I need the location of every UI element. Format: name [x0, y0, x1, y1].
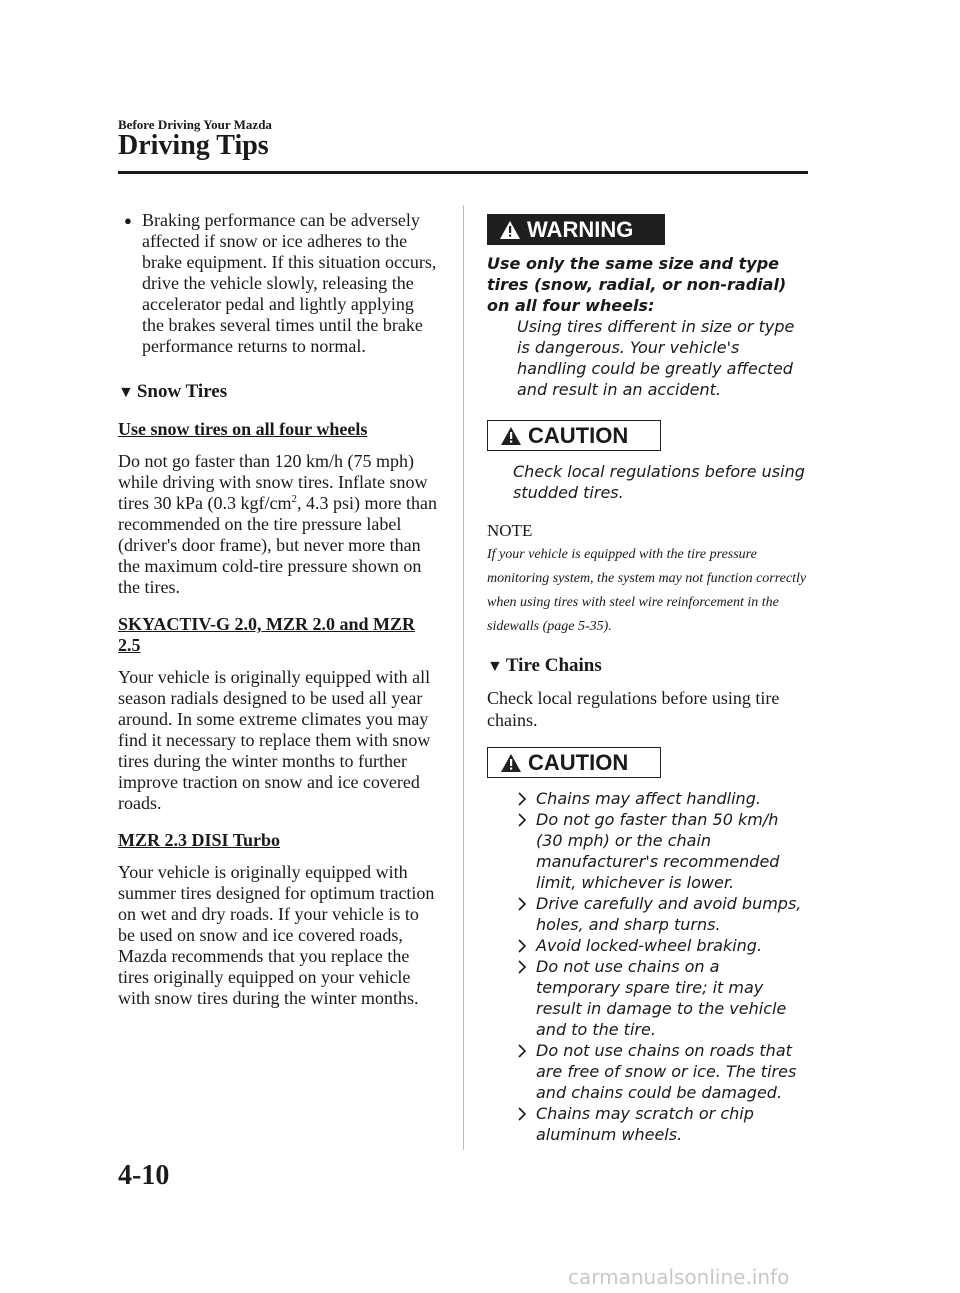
snow-tires-heading — [118, 381, 440, 403]
header-rule — [118, 171, 808, 174]
list-item — [517, 1103, 807, 1145]
skyactiv-paragraph: Your vehicle is originally equipped with all season radials designed to be used all year around. In some extreme climates you may find it necessary to replace them with snow tires during the winter months to further improve traction on snow and ice covered roads. — [118, 667, 431, 813]
caution-icon — [500, 753, 522, 773]
caution-label: CAUTION — [528, 422, 629, 448]
list-item — [517, 956, 807, 1040]
skyactiv-subheading: SKYACTIV-G 2.0, MZR 2.0 and MZR 2.5 — [118, 614, 416, 655]
triangle-down-icon: ▼ — [487, 658, 503, 675]
disi-paragraph: Your vehicle is originally equipped with summer tires designed for optimum traction on wet and dry roads. If your vehicle is to be used on snow and ice covered roads, Mazda recommends that you replace the tires originally equipped on your vehicle with snow tires during the winter months. — [118, 862, 435, 1008]
list-item-text: Do not use chains on a temporary spare tire; it may result in damage to the vehicle and to the tire. — [536, 957, 787, 1039]
bullet-icon: ● — [124, 213, 132, 228]
warning-label: WARNING — [527, 216, 634, 242]
column-divider — [463, 205, 464, 1150]
snow-tires-paragraph — [118, 451, 440, 598]
superscript: 2 — [291, 493, 297, 505]
warning-badge — [487, 214, 665, 245]
snow-tires-text-2: , 4.3 psi) more than recommended on the tire pressure label (driver's door frame), but never more than the maximum cold-tire pressure shown on the tires. — [118, 493, 437, 597]
triangle-down-icon: ▼ — [118, 384, 134, 401]
arrow-right-icon — [517, 960, 527, 974]
snow-tires-subheading: Use snow tires on all four wheels — [118, 419, 368, 439]
arrow-right-icon — [517, 939, 527, 953]
tire-chains-heading — [487, 655, 807, 677]
snow-tires-heading-text: Snow Tires — [136, 381, 228, 402]
list-item-text: Chains may affect handling. — [536, 789, 761, 808]
watermark: carmanualsonline.info — [568, 1265, 790, 1289]
disi-subheading: MZR 2.3 DISI Turbo — [118, 830, 281, 850]
caution-badge — [487, 747, 661, 778]
section-label: Before Driving Your Mazda — [118, 117, 272, 132]
arrow-right-icon — [517, 1044, 527, 1058]
list-item — [517, 809, 807, 893]
page-number: 4-10 — [118, 1160, 170, 1191]
warning-icon — [499, 220, 521, 240]
caution-studded-body: Check local regulations before using studded tires. — [513, 462, 805, 502]
list-item — [517, 1040, 807, 1103]
list-item-text: Drive carefully and avoid bumps, holes, and sharp turns. — [536, 894, 802, 934]
left-column — [118, 210, 440, 1009]
snow-tires-text-1: Do not go faster than 120 km/h (75 mph) while driving with snow tires. Inflate snow tires 30 kPa (0.3 kgf/cm — [118, 451, 428, 513]
list-item — [517, 788, 807, 809]
caution-badge — [487, 420, 661, 451]
arrow-right-icon — [517, 897, 527, 911]
list-item-text: Do not use chains on roads that are free of snow or ice. The tires and chains could be damaged. — [536, 1041, 797, 1102]
list-item-text: Avoid locked-wheel braking. — [536, 936, 763, 955]
list-item — [517, 935, 807, 956]
page-title: Driving Tips — [118, 130, 269, 161]
caution-label: CAUTION — [528, 749, 629, 775]
caution-icon — [500, 426, 522, 446]
warning-title: Use only the same size and type tires (snow, radial, or non-radial) on all four wheels: — [487, 254, 787, 315]
chain-caution-list — [487, 788, 807, 1145]
note-text: If your vehicle is equipped with the tire pressure monitoring system, the system may not function correctly when using tires with steel wire reinforcement in the sidewalls (page 5-35). — [487, 547, 807, 634]
list-item — [517, 893, 807, 935]
bullet-text: Braking performance can be adversely affected if snow or ice adheres to the brake equipment. If this situation occurs, drive the vehicle slowly, releasing the accelerator pedal and lightly applying the brakes several times until the brake performance returns to normal. — [142, 210, 437, 356]
arrow-right-icon — [517, 1107, 527, 1121]
arrow-right-icon — [517, 813, 527, 827]
tire-chains-heading-text: Tire Chains — [505, 655, 602, 676]
list-item-text: Chains may scratch or chip aluminum wheels. — [536, 1104, 754, 1144]
tire-chains-text: Check local regulations before using tire chains. — [487, 688, 780, 730]
warning-body: Using tires different in size or type is dangerous. Your vehicle's handling could be greatly affected and result in an accident. — [517, 317, 795, 399]
note-label: NOTE — [487, 521, 533, 540]
list-item-text: Do not go faster than 50 km/h (30 mph) or the chain manufacturer's recommended limit, whichever is lower. — [536, 810, 780, 892]
right-column — [487, 214, 807, 1145]
list-item — [118, 210, 440, 357]
arrow-right-icon — [517, 792, 527, 806]
